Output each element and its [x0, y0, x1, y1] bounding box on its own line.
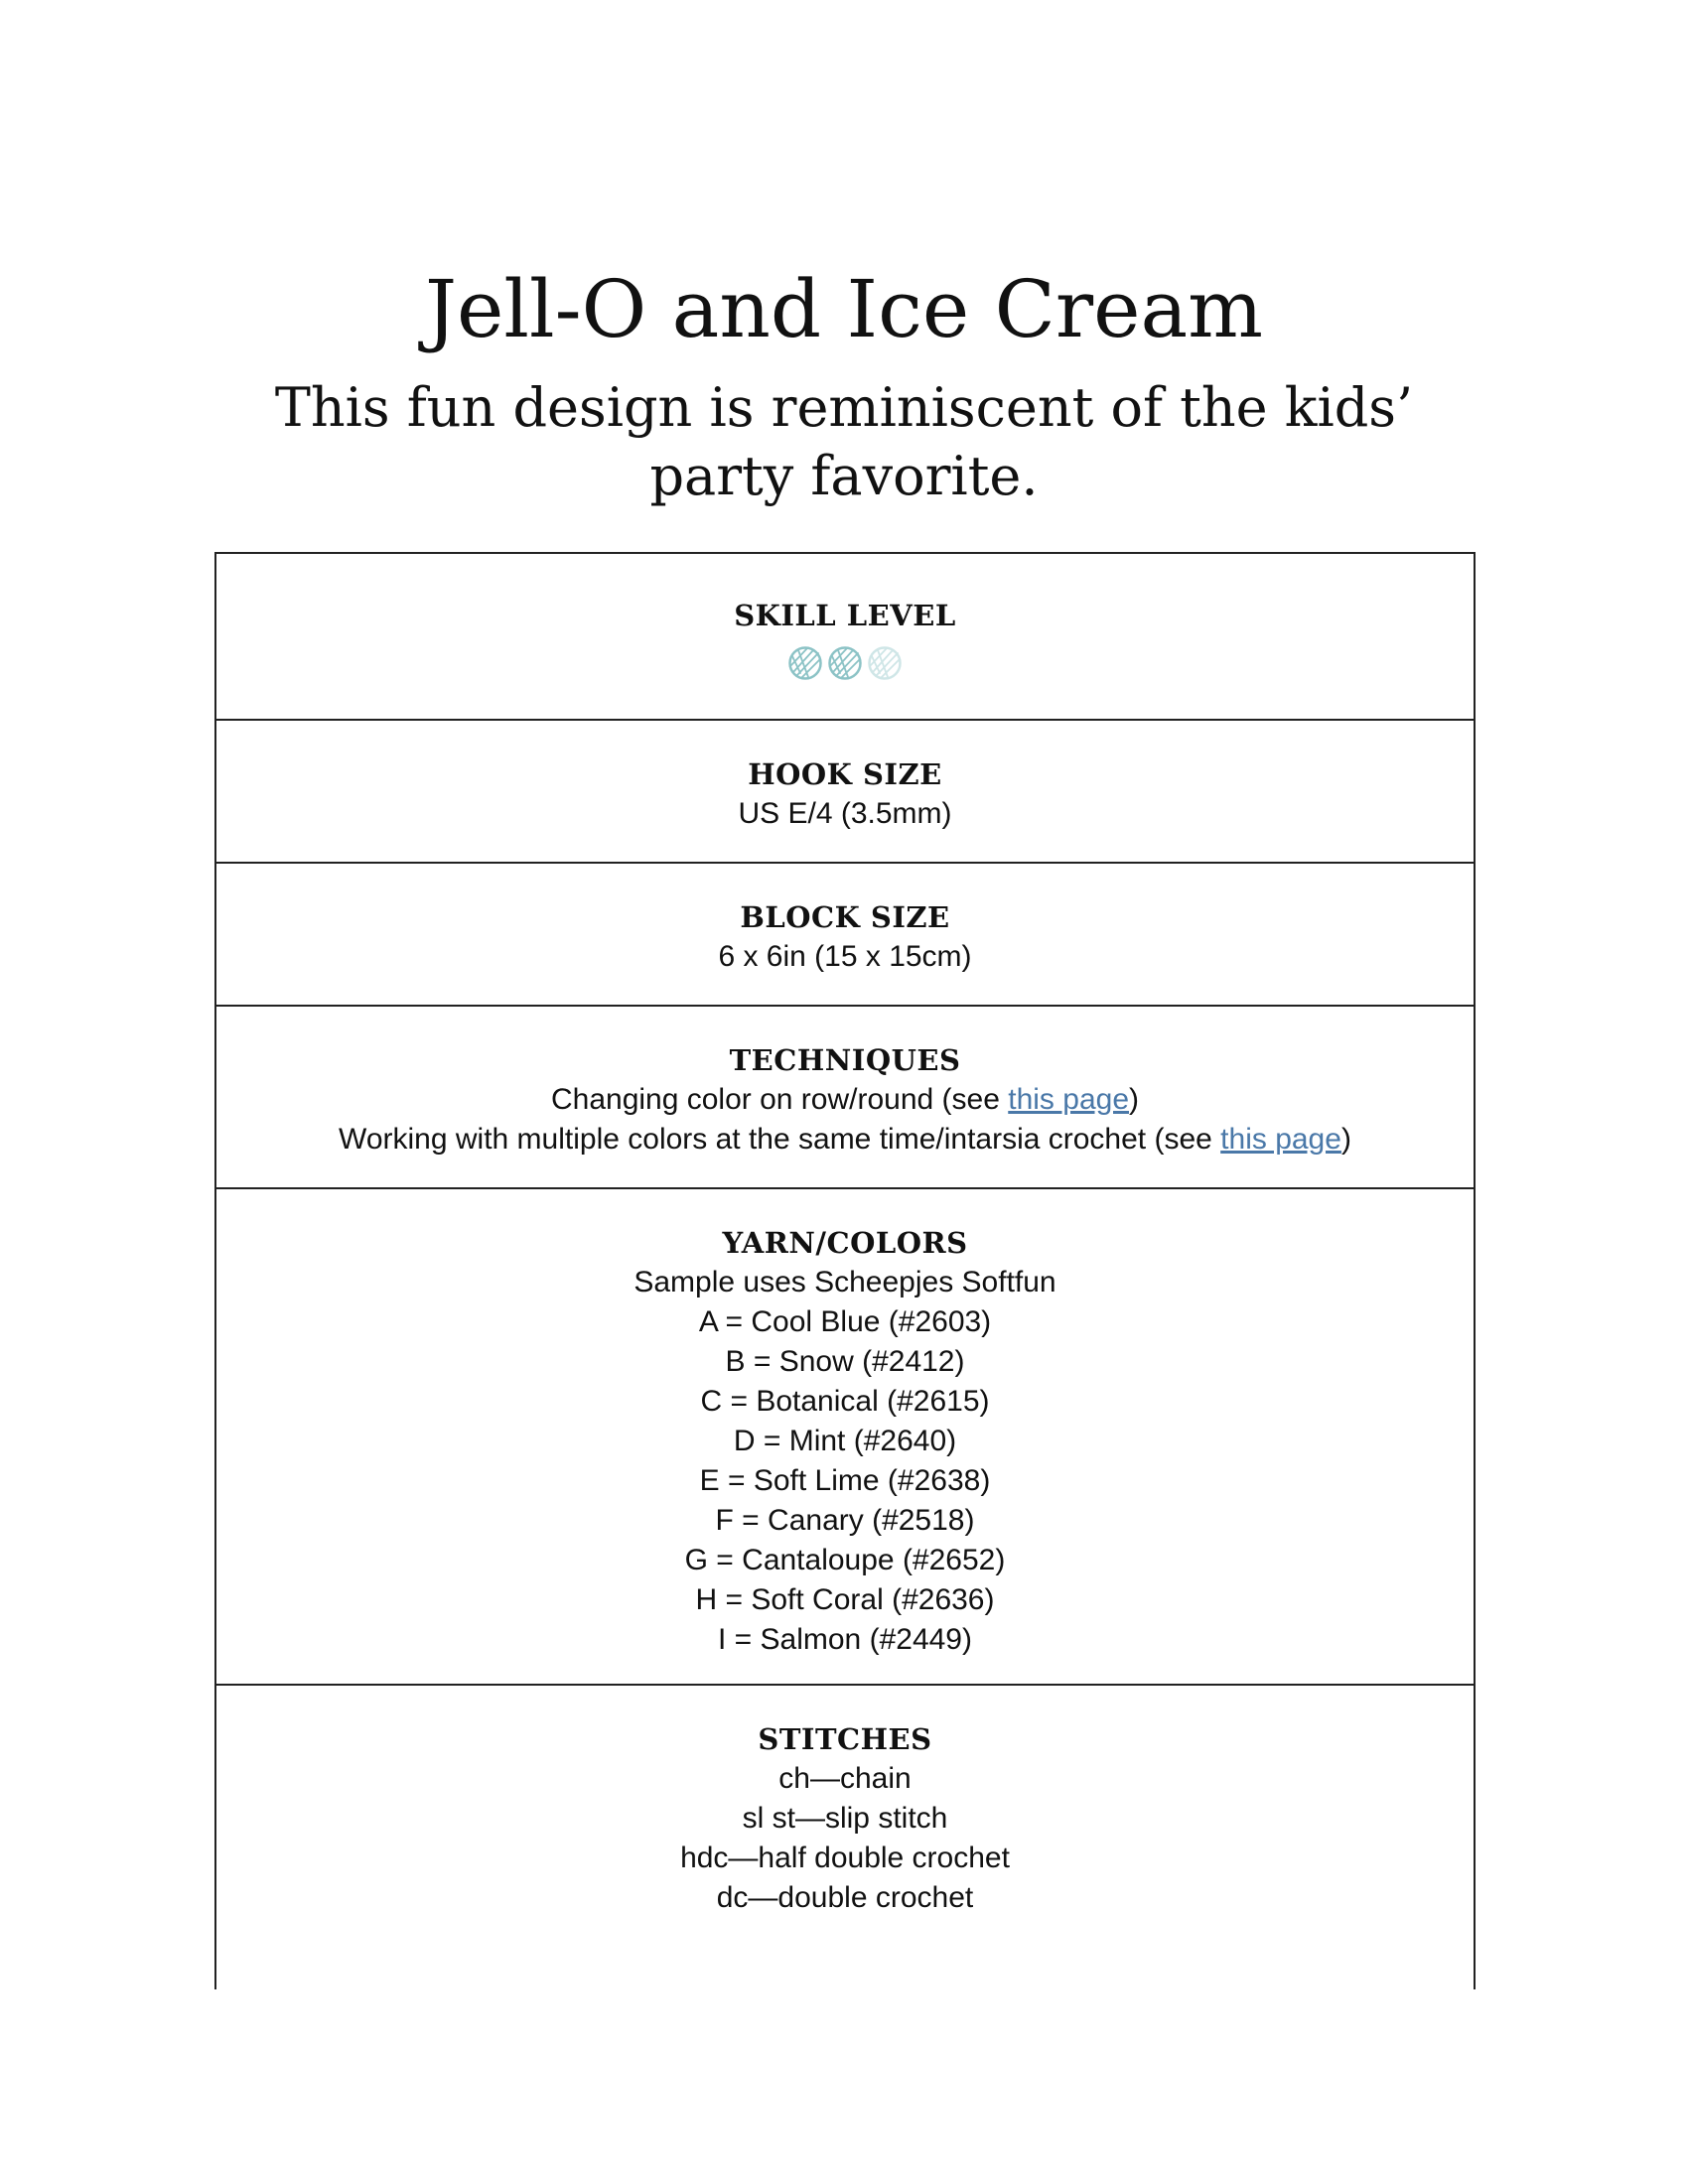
- block-size-section: [216, 864, 1474, 1007]
- technique-text: Working with multiple colors at the same time/intarsia crochet (see: [339, 1123, 1221, 1156]
- hook-size-value: US E/4 (3.5mm): [738, 797, 952, 830]
- stitches-heading: STITCHES: [758, 1722, 932, 1756]
- yarn-color-item: G = Cantaloupe (#2652): [684, 1544, 1006, 1576]
- technique-item: [216, 1080, 1474, 1120]
- block-size-value: 6 x 6in (15 x 15cm): [718, 940, 972, 973]
- yarn-color-item: F = Canary (#2518): [715, 1504, 975, 1537]
- skill-level-section: [216, 554, 1474, 721]
- this-page-link[interactable]: this page: [1220, 1123, 1341, 1156]
- yarn-intro: Sample uses Scheepjes Softfun: [633, 1266, 1056, 1298]
- hook-size-section: [216, 721, 1474, 864]
- yarn-colors-heading: YARN/COLORS: [722, 1226, 968, 1260]
- yarn-color-item: E = Soft Lime (#2638): [699, 1464, 991, 1497]
- stitch-item: sl st—slip stitch: [742, 1802, 948, 1835]
- yarn-color-item: H = Soft Coral (#2636): [695, 1583, 995, 1616]
- technique-text: ): [1129, 1083, 1140, 1116]
- yarn-ball-icon: [827, 645, 863, 681]
- stitches-section: [216, 1686, 1474, 1989]
- yarn-color-item: A = Cool Blue (#2603): [698, 1305, 992, 1338]
- techniques-section: [216, 1007, 1474, 1189]
- block-size-heading: BLOCK SIZE: [740, 900, 950, 934]
- skill-level-heading: SKILL LEVEL: [734, 599, 956, 632]
- pattern-title: Jell-O and Ice Cream: [424, 263, 1264, 355]
- techniques-heading: TECHNIQUES: [729, 1043, 961, 1077]
- hook-size-heading: HOOK SIZE: [748, 757, 942, 791]
- technique-text: ): [1340, 1123, 1351, 1156]
- yarn-colors-section: [216, 1189, 1474, 1686]
- yarn-ball-icon: [867, 645, 903, 681]
- technique-text: Changing color on row/round (see: [550, 1083, 1009, 1116]
- this-page-link[interactable]: this page: [1008, 1083, 1130, 1116]
- pattern-spec-table: [214, 552, 1476, 1989]
- stitch-item: dc—double crochet: [716, 1881, 974, 1914]
- stitch-item: hdc—half double crochet: [680, 1842, 1010, 1874]
- yarn-color-item: C = Botanical (#2615): [700, 1385, 990, 1418]
- stitch-item: ch—chain: [778, 1762, 912, 1795]
- yarn-color-item: B = Snow (#2412): [725, 1345, 965, 1378]
- yarn-color-item: D = Mint (#2640): [733, 1425, 957, 1457]
- skill-level-rating: [216, 645, 1474, 681]
- pattern-subtitle: This fun design is reminiscent of the kids’ party favorite.: [274, 376, 1414, 507]
- yarn-ball-icon: [787, 645, 823, 681]
- yarn-color-item: I = Salmon (#2449): [718, 1623, 972, 1656]
- technique-item: [216, 1120, 1474, 1160]
